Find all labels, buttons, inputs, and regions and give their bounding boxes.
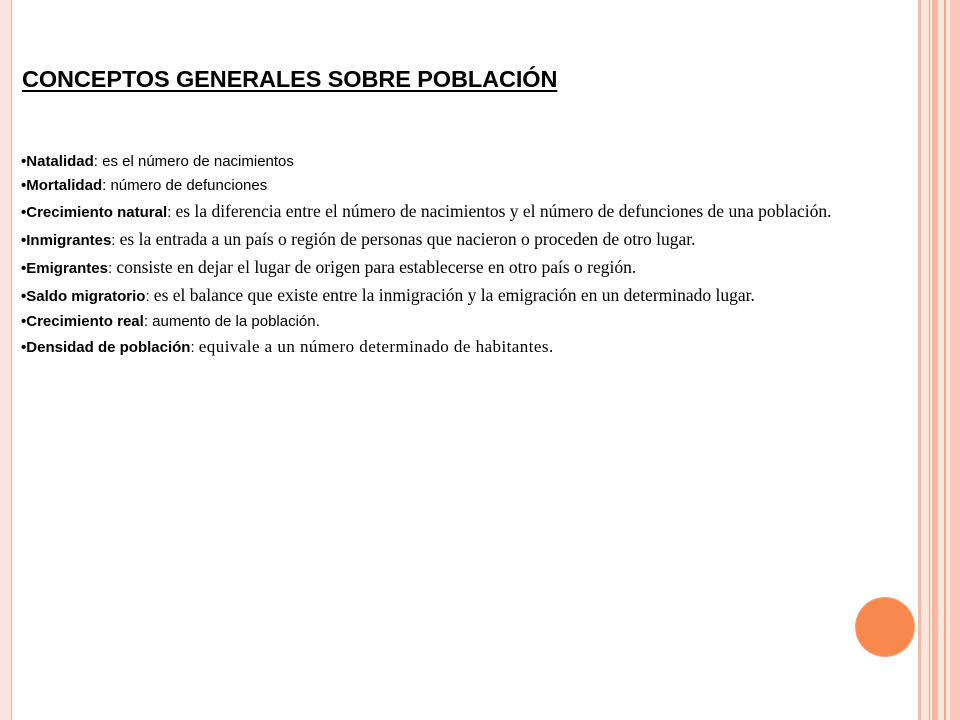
definition: es la entrada a un país o región de personas que nacieron o proceden de otro lugar. (119, 229, 696, 249)
list-item-natalidad: •Natalidad: es el número de nacimientos (21, 153, 294, 170)
bullet: • (21, 204, 27, 221)
term: Natalidad (26, 153, 94, 170)
definition: es la diferencia entre el número de nacimientos y el número de defunciones de una población. (175, 201, 832, 221)
definition: equivale a un número determinado de habitantes. (198, 337, 554, 356)
term: Emigrantes (26, 260, 108, 277)
bullet: • (21, 288, 27, 305)
definition: es el balance que existe entre la inmigración y la emigración en un determinado lugar. (153, 285, 755, 305)
bullet: • (21, 153, 27, 170)
term: Crecimiento real (26, 313, 144, 330)
term: Inmigrantes (26, 232, 112, 249)
list-item-crecimiento-natural: •Crecimiento natural: es la diferencia entre el número de nacimientos y el número de defunciones de una población. (21, 201, 832, 221)
definition: número de defunciones (110, 177, 268, 194)
term: Densidad de población (26, 339, 191, 356)
frame-stripe (944, 0, 946, 720)
term: Crecimiento natural (26, 204, 168, 221)
slide-title: CONCEPTOS GENERALES SOBRE POBLACIÓN (22, 66, 558, 92)
frame-stripe (950, 0, 960, 720)
decorative-orange-circle (856, 598, 914, 656)
frame-stripe (932, 0, 938, 720)
left-frame-border (0, 0, 12, 720)
term: Saldo migratorio (26, 288, 146, 305)
list-item-inmigrantes: •Inmigrantes: es la entrada a un país o región de personas que nacieron o proceden de otro lugar. (21, 229, 696, 249)
definition: es el número de nacimientos (102, 153, 294, 170)
frame-stripe (929, 0, 930, 720)
bullet: • (21, 313, 27, 330)
bullet: • (21, 177, 27, 194)
list-item-crecimiento-real: •Crecimiento real: aumento de la población. (21, 313, 320, 330)
list-item-emigrantes: •Emigrantes: consiste en dejar el lugar de origen para establecerse en otro país o región. (21, 257, 637, 277)
list-item-saldo-migratorio: •Saldo migratorio: es el balance que existe entre la inmigración y la emigración en un determinado lugar. (21, 285, 755, 305)
frame-stripe (918, 0, 921, 720)
list-item-densidad-de-poblacion: •Densidad de población: equivale a un número determinado de habitantes. (21, 337, 554, 356)
definition: aumento de la población. (152, 313, 320, 330)
definition: consiste en dejar el lugar de origen para establecerse en otro país o región. (116, 257, 637, 277)
bullet: • (21, 232, 27, 249)
list-item-mortalidad: •Mortalidad: número de defunciones (21, 177, 268, 194)
bullet: • (21, 339, 27, 356)
term: Mortalidad (26, 177, 103, 194)
concept-list (21, 150, 906, 361)
bullet: • (21, 260, 27, 277)
